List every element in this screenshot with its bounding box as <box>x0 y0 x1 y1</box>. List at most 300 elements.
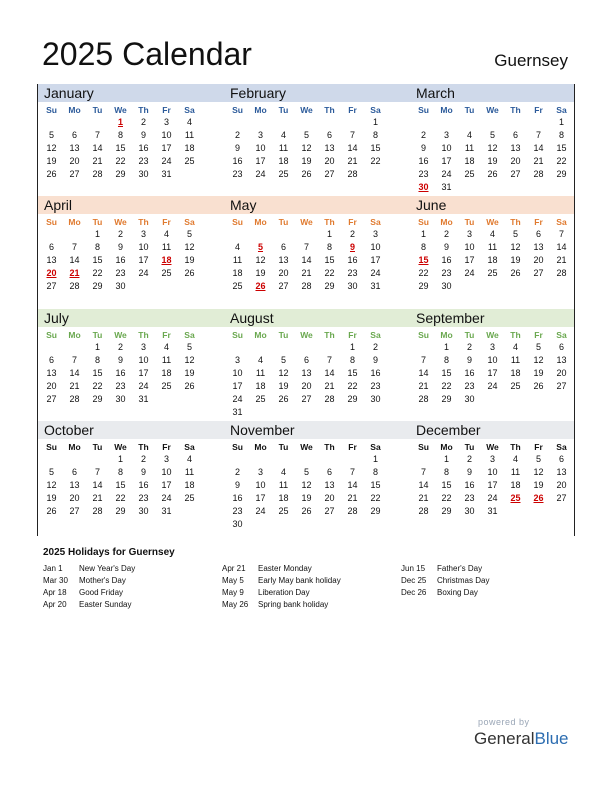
calendar-date: 30 <box>347 281 358 291</box>
calendar-date: 20 <box>46 381 57 391</box>
calendar-date: 7 <box>349 467 355 477</box>
month-july <box>38 309 224 421</box>
calendar-date: 14 <box>418 480 429 490</box>
holiday-date: 20 <box>46 268 57 278</box>
calendar-date: 19 <box>487 156 498 166</box>
holiday-date-label: Dec 26 <box>401 588 427 597</box>
holiday-date: 1 <box>117 117 123 127</box>
calendar-date: 3 <box>257 130 263 140</box>
calendar-date: 17 <box>487 480 498 490</box>
calendar-date: 6 <box>280 242 286 252</box>
weekday-header: We <box>300 105 313 115</box>
calendar-date: 2 <box>117 342 123 352</box>
calendar-date: 20 <box>556 368 567 378</box>
calendar-date: 12 <box>278 368 289 378</box>
calendar-date: 13 <box>301 368 312 378</box>
calendar-date: 27 <box>301 394 312 404</box>
calendar-date: 29 <box>418 281 429 291</box>
weekday-header: We <box>486 105 499 115</box>
calendar-date: 26 <box>184 268 195 278</box>
calendar-date: 21 <box>347 493 358 503</box>
calendar-date: 6 <box>558 454 564 464</box>
calendar-date: 16 <box>347 255 358 265</box>
weekday-header: Sa <box>184 105 195 115</box>
weekday-header: Mo <box>68 442 81 452</box>
calendar-date: 21 <box>301 268 312 278</box>
weekday-header: Sa <box>556 105 567 115</box>
calendar-date: 18 <box>510 480 521 490</box>
holiday-name: New Year's Day <box>79 564 136 573</box>
calendar-date: 9 <box>443 242 449 252</box>
holiday-date: 21 <box>69 268 80 278</box>
calendar-date: 20 <box>556 480 567 490</box>
calendar-date: 6 <box>48 242 54 252</box>
month-april <box>38 196 224 308</box>
weekday-header: Sa <box>370 330 381 340</box>
weekday-header: Tu <box>278 105 289 115</box>
month-name: September <box>416 310 485 326</box>
calendar-date: 13 <box>510 143 521 153</box>
calendar-date: 13 <box>324 143 335 153</box>
holiday-name: Father's Day <box>437 564 483 573</box>
calendar-date: 27 <box>46 394 57 404</box>
calendar-date: 11 <box>464 143 475 153</box>
calendar-date: 29 <box>441 394 452 404</box>
calendar-date: 1 <box>117 454 123 464</box>
weekday-header: Th <box>510 105 521 115</box>
weekday-header: Tu <box>278 442 289 452</box>
weekday-header: Mo <box>254 330 267 340</box>
calendar-date: 23 <box>232 169 243 179</box>
calendar-date: 6 <box>326 130 332 140</box>
holiday-date-label: May 9 <box>222 588 244 597</box>
calendar-date: 19 <box>184 255 195 265</box>
calendar-date: 22 <box>418 268 429 278</box>
weekday-header: Mo <box>254 217 267 227</box>
calendar-date: 29 <box>92 394 103 404</box>
calendar-date: 16 <box>464 368 475 378</box>
calendar-date: 8 <box>94 355 100 365</box>
calendar-date: 28 <box>418 394 429 404</box>
weekday-header: Th <box>138 330 149 340</box>
calendar-date: 11 <box>161 242 172 252</box>
calendar-date: 9 <box>117 355 123 365</box>
calendar-date: 24 <box>138 381 149 391</box>
calendar-date: 10 <box>464 242 475 252</box>
weekday-header: Su <box>46 217 57 227</box>
calendar-date: 1 <box>94 229 100 239</box>
calendar-date: 24 <box>487 493 498 503</box>
weekday-header: Sa <box>184 330 195 340</box>
calendar-date: 12 <box>46 143 57 153</box>
calendar-date: 16 <box>138 480 149 490</box>
calendar-date: 9 <box>234 143 240 153</box>
weekday-header: Fr <box>348 442 357 452</box>
calendar-date: 30 <box>464 394 475 404</box>
weekday-header: Fr <box>348 217 357 227</box>
weekday-header: Tu <box>464 217 475 227</box>
calendar-date: 2 <box>234 467 240 477</box>
calendar-date: 2 <box>140 454 146 464</box>
calendar-date: 31 <box>161 169 172 179</box>
calendar-date: 22 <box>441 493 452 503</box>
quarter-row <box>38 84 574 196</box>
weekday-header: Fr <box>534 330 543 340</box>
calendar-date: 15 <box>115 480 126 490</box>
calendar-date: 21 <box>324 381 335 391</box>
calendar-date: 31 <box>487 506 498 516</box>
calendar-date: 8 <box>349 355 355 365</box>
calendar-date: 3 <box>443 130 449 140</box>
calendar-date: 13 <box>533 242 544 252</box>
calendar-date: 5 <box>280 355 286 365</box>
weekday-header: Mo <box>254 442 267 452</box>
calendar-date: 23 <box>115 381 126 391</box>
weekday-header: Th <box>138 105 149 115</box>
calendar-date: 19 <box>46 156 57 166</box>
calendar-date: 12 <box>533 355 544 365</box>
calendar-date: 3 <box>163 117 169 127</box>
calendar-date: 23 <box>138 156 149 166</box>
weekday-header: Mo <box>440 217 453 227</box>
calendar-date: 26 <box>487 169 498 179</box>
holiday-date-label: May 5 <box>222 576 244 585</box>
calendar-date: 5 <box>48 130 54 140</box>
calendar-date: 14 <box>92 480 103 490</box>
calendar-date: 24 <box>255 506 266 516</box>
calendar-date: 14 <box>347 480 358 490</box>
calendar-date: 21 <box>92 156 103 166</box>
calendar-date: 20 <box>324 493 335 503</box>
calendar-date: 18 <box>232 268 243 278</box>
calendar-date: 16 <box>115 255 126 265</box>
calendar-date: 22 <box>556 156 567 166</box>
calendar-date: 5 <box>303 467 309 477</box>
calendar-date: 13 <box>69 480 80 490</box>
weekday-header: Su <box>46 442 57 452</box>
calendar-date: 15 <box>441 368 452 378</box>
calendar-date: 25 <box>161 268 172 278</box>
holiday-name: Easter Monday <box>258 564 312 573</box>
calendar-date: 30 <box>232 519 243 529</box>
calendar-date: 29 <box>347 394 358 404</box>
weekday-header: Tu <box>278 330 289 340</box>
weekday-header: Mo <box>254 105 267 115</box>
month-name: January <box>44 85 94 101</box>
weekday-header: Th <box>324 105 335 115</box>
weekday-header: Fr <box>348 330 357 340</box>
weekday-header: We <box>114 217 127 227</box>
calendar-date: 28 <box>69 394 80 404</box>
calendar-date: 7 <box>94 467 100 477</box>
calendar-date: 16 <box>370 368 381 378</box>
calendar-date: 28 <box>92 169 103 179</box>
calendar-date: 22 <box>92 268 103 278</box>
calendar-date: 19 <box>301 493 312 503</box>
holiday-name: Early May bank holiday <box>258 576 341 585</box>
powered-by-text: powered by <box>478 717 530 727</box>
calendar-date: 16 <box>232 493 243 503</box>
weekday-header: Mo <box>68 105 81 115</box>
calendar-date: 4 <box>512 342 518 352</box>
calendar-date: 14 <box>418 368 429 378</box>
calendar-date: 26 <box>533 381 544 391</box>
calendar-date: 7 <box>303 242 309 252</box>
calendar-date: 27 <box>556 493 567 503</box>
calendar-date: 20 <box>533 255 544 265</box>
calendar-date: 3 <box>140 229 146 239</box>
calendar-date: 10 <box>161 467 172 477</box>
calendar-date: 22 <box>370 493 381 503</box>
calendar-date: 6 <box>558 342 564 352</box>
weekday-header: Su <box>232 442 243 452</box>
calendar-date: 27 <box>556 381 567 391</box>
calendar-date: 7 <box>326 355 332 365</box>
calendar-date: 7 <box>420 467 426 477</box>
calendar-date: 1 <box>372 117 378 127</box>
month-september <box>410 309 596 421</box>
calendar-date: 7 <box>558 229 564 239</box>
calendar-date: 25 <box>510 381 521 391</box>
calendar-date: 5 <box>186 229 192 239</box>
calendar-date: 1 <box>443 342 449 352</box>
calendar-date: 25 <box>184 493 195 503</box>
calendar-date: 26 <box>278 394 289 404</box>
calendar-date: 6 <box>71 467 77 477</box>
calendar-date: 3 <box>140 342 146 352</box>
generalblue-logo[interactable] <box>474 729 569 749</box>
weekday-header: Mo <box>440 330 453 340</box>
calendar-date: 15 <box>115 143 126 153</box>
calendar-date: 6 <box>303 355 309 365</box>
calendar-date: 24 <box>370 268 381 278</box>
weekday-header: Fr <box>162 330 171 340</box>
calendar-date: 16 <box>441 255 452 265</box>
calendar-date: 14 <box>92 143 103 153</box>
calendar-date: 22 <box>347 381 358 391</box>
calendar-date: 6 <box>326 467 332 477</box>
month-name: April <box>44 197 73 213</box>
calendar-date: 29 <box>115 506 126 516</box>
calendar-date: 28 <box>347 169 358 179</box>
calendar-date: 15 <box>324 255 335 265</box>
calendar-date: 12 <box>46 480 57 490</box>
calendar-date: 13 <box>46 255 57 265</box>
holiday-name: Spring bank holiday <box>258 600 329 609</box>
weekday-header: Tu <box>92 442 103 452</box>
calendar-date: 4 <box>466 130 472 140</box>
calendar-date: 27 <box>510 169 521 179</box>
weekday-header: Su <box>46 105 57 115</box>
calendar-date: 17 <box>441 156 452 166</box>
month-name: November <box>230 422 295 438</box>
calendar-date: 24 <box>255 169 266 179</box>
weekday-header: We <box>486 330 499 340</box>
weekday-header: Tu <box>92 217 103 227</box>
calendar-date: 2 <box>372 342 378 352</box>
calendar-date: 30 <box>115 394 126 404</box>
holiday-date-label: Apr 21 <box>222 564 246 573</box>
calendar-date: 5 <box>48 467 54 477</box>
calendar-date: 21 <box>69 381 80 391</box>
calendar-date: 24 <box>464 268 475 278</box>
calendar-date: 11 <box>184 130 195 140</box>
calendar-date: 26 <box>301 169 312 179</box>
calendar-date: 20 <box>324 156 335 166</box>
calendar-date: 17 <box>487 368 498 378</box>
calendar-date: 24 <box>161 156 172 166</box>
weekday-header: Th <box>324 217 335 227</box>
calendar-date: 27 <box>324 506 335 516</box>
calendar-date: 2 <box>349 229 355 239</box>
calendar-date: 21 <box>418 381 429 391</box>
weekday-header: Th <box>324 442 335 452</box>
calendar-date: 31 <box>441 182 452 192</box>
calendar-date: 7 <box>535 130 541 140</box>
calendar-date: 2 <box>140 117 146 127</box>
calendar-date: 30 <box>464 506 475 516</box>
calendar-date: 10 <box>138 355 149 365</box>
calendar-date: 29 <box>115 169 126 179</box>
calendar-date: 3 <box>489 454 495 464</box>
calendar-date: 7 <box>349 130 355 140</box>
calendar-date: 9 <box>140 130 146 140</box>
calendar-date: 25 <box>278 169 289 179</box>
calendar-date: 6 <box>48 355 54 365</box>
weekday-header: Th <box>138 217 149 227</box>
calendar-date: 25 <box>487 268 498 278</box>
calendar-date: 19 <box>255 268 266 278</box>
calendar-date: 4 <box>280 130 286 140</box>
holiday-date: 26 <box>255 281 266 291</box>
calendar-date: 10 <box>487 355 498 365</box>
calendar-date: 11 <box>184 467 195 477</box>
calendar-date: 17 <box>370 255 381 265</box>
calendar-date: 9 <box>466 467 472 477</box>
calendar-date: 10 <box>138 242 149 252</box>
weekday-header: Mo <box>68 330 81 340</box>
weekday-header: We <box>486 217 499 227</box>
weekday-header: We <box>486 442 499 452</box>
weekday-header: Fr <box>162 442 171 452</box>
month-october <box>38 421 224 533</box>
calendar-date: 12 <box>255 255 266 265</box>
calendar-date: 14 <box>69 255 80 265</box>
calendar-date: 22 <box>324 268 335 278</box>
brand-blue: Blue <box>534 729 569 748</box>
holiday-name: Easter Sunday <box>79 600 132 609</box>
holiday-date-label: Mar 30 <box>43 576 68 585</box>
calendar-date: 25 <box>255 394 266 404</box>
weekday-header: Mo <box>68 217 81 227</box>
holiday-name: Liberation Day <box>258 588 310 597</box>
weekday-header: We <box>300 217 313 227</box>
weekday-header: Su <box>46 330 57 340</box>
calendar-date: 24 <box>138 268 149 278</box>
calendar-date: 1 <box>94 342 100 352</box>
holiday-name: Christmas Day <box>437 576 490 585</box>
calendar-date: 13 <box>69 143 80 153</box>
calendar-date: 1 <box>420 229 426 239</box>
calendar-date: 25 <box>464 169 475 179</box>
calendar-date: 2 <box>117 229 123 239</box>
calendar-date: 1 <box>558 117 564 127</box>
weekday-header: Sa <box>370 105 381 115</box>
month-name: February <box>230 85 287 101</box>
calendar-date: 23 <box>370 381 381 391</box>
calendar-date: 30 <box>138 506 149 516</box>
holiday-date-label: Dec 25 <box>401 576 427 585</box>
calendar-date: 18 <box>278 156 289 166</box>
month-february <box>224 84 410 196</box>
holiday-name: Mother's Day <box>79 576 126 585</box>
month-name: March <box>416 85 455 101</box>
holiday-date-label: Jun 15 <box>401 564 426 573</box>
weekday-header: We <box>114 105 127 115</box>
calendar-date: 15 <box>370 480 381 490</box>
calendar-date: 15 <box>92 368 103 378</box>
calendar-date: 19 <box>533 368 544 378</box>
calendar-date: 25 <box>184 156 195 166</box>
weekday-header: Th <box>324 330 335 340</box>
calendar-date: 5 <box>535 454 541 464</box>
calendar-date: 25 <box>161 381 172 391</box>
calendar-date: 8 <box>326 242 332 252</box>
weekday-header: Sa <box>370 217 381 227</box>
calendar-date: 10 <box>161 130 172 140</box>
weekday-header: Th <box>510 330 521 340</box>
calendar-date: 21 <box>92 493 103 503</box>
month-november <box>224 421 410 533</box>
calendar-date: 4 <box>489 229 495 239</box>
country-name: Guernsey <box>494 51 568 70</box>
month-name: October <box>44 422 94 438</box>
weekday-header: Sa <box>556 442 567 452</box>
calendar-date: 23 <box>464 493 475 503</box>
calendar-date: 24 <box>232 394 243 404</box>
calendar-date: 16 <box>418 156 429 166</box>
calendar-date: 27 <box>278 281 289 291</box>
holiday-date: 26 <box>533 493 544 503</box>
calendar-date: 3 <box>372 229 378 239</box>
calendar-date: 13 <box>556 467 567 477</box>
calendar-date: 17 <box>255 493 266 503</box>
calendar-date: 15 <box>370 143 381 153</box>
month-name: May <box>230 197 257 213</box>
calendar-date: 9 <box>420 143 426 153</box>
weekday-header: Tu <box>464 442 475 452</box>
calendar-date: 21 <box>556 255 567 265</box>
calendar-date: 10 <box>255 143 266 153</box>
calendar-date: 7 <box>94 130 100 140</box>
calendar-date: 28 <box>556 268 567 278</box>
calendar-date: 22 <box>115 493 126 503</box>
calendar-date: 5 <box>512 229 518 239</box>
calendar-date: 11 <box>161 355 172 365</box>
calendar-date: 4 <box>163 229 169 239</box>
calendar-date: 23 <box>347 268 358 278</box>
calendar-date: 8 <box>117 467 123 477</box>
weekday-header: Tu <box>464 330 475 340</box>
weekday-header: Tu <box>92 105 103 115</box>
calendar-date: 20 <box>278 268 289 278</box>
calendar-date: 10 <box>370 242 381 252</box>
calendar-date: 26 <box>301 506 312 516</box>
calendar-date: 18 <box>510 368 521 378</box>
weekday-header: Fr <box>162 217 171 227</box>
calendar-date: 14 <box>556 242 567 252</box>
calendar-date: 27 <box>69 506 80 516</box>
